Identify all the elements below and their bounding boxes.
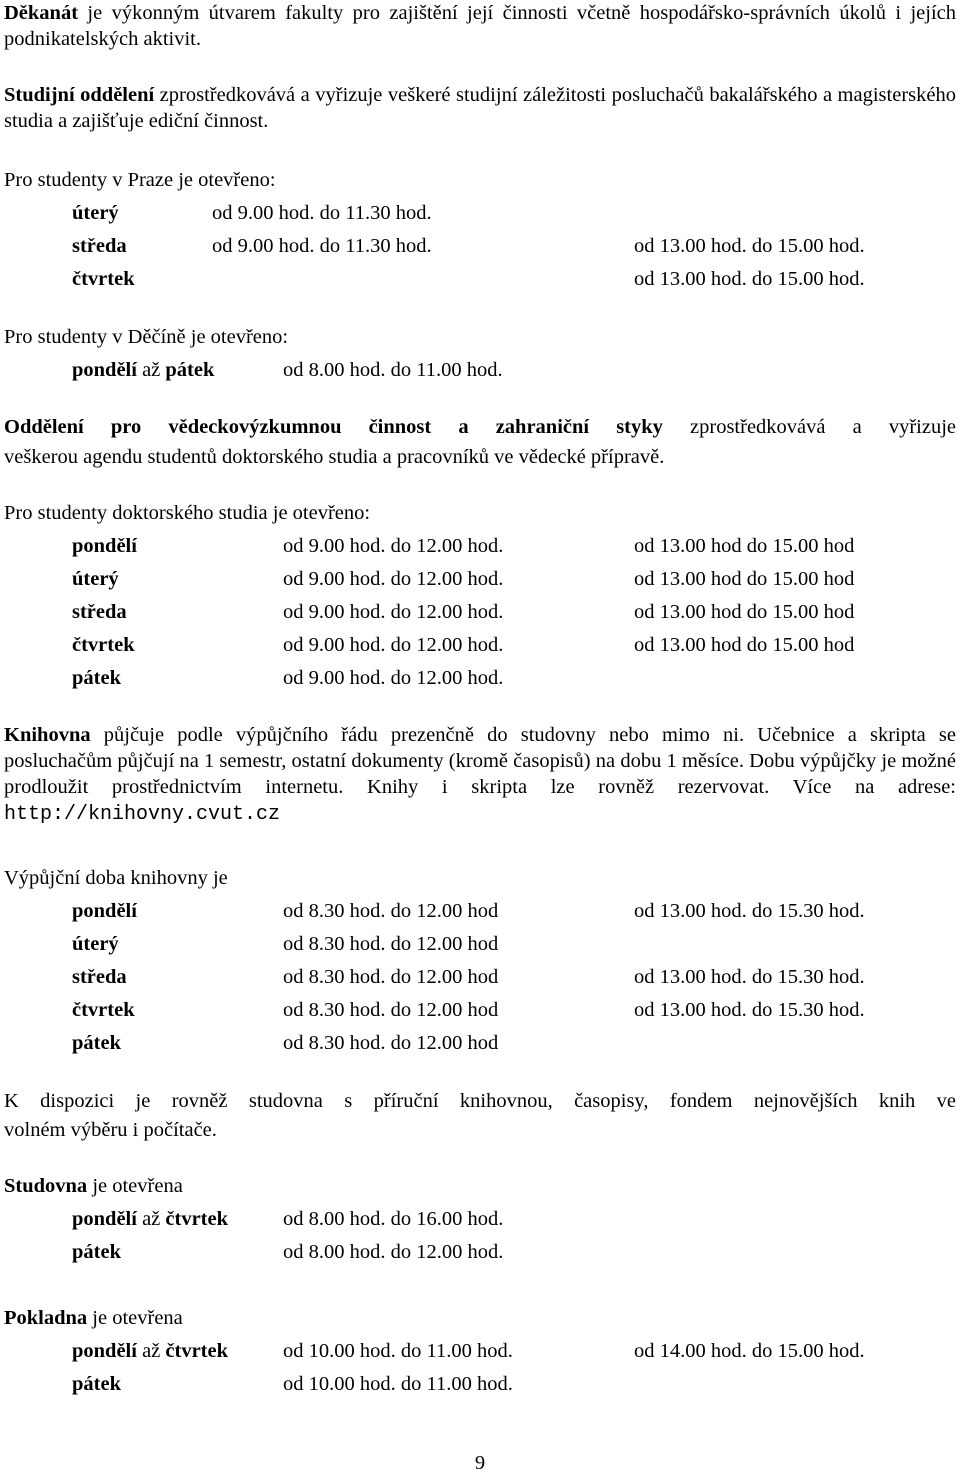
- decin-row: [0, 357, 960, 383]
- day-label: úterý: [72, 202, 119, 224]
- time-slot-1: od 8.30 hod. do 12.00 hod: [283, 1032, 499, 1054]
- term-studovna: Studovna: [4, 1175, 88, 1197]
- paragraph-oddeleni-line2: veškerou agendu studentů doktorského studia a pracovníků ve vědecké přípravě.: [4, 446, 665, 468]
- time-slot-1: od 9.00 hod. do 12.00 hod.: [283, 535, 504, 557]
- paragraph-knihovna-text: půjčuje podle výpůjčního řádu prezenčně do studovny nebo mimo ni. Učebnice a skripta se posluchačům půjčují na 1 semestr, ostatní dokumenty (kromě časopisů) na dobu 1 měsíce. Dobu výpůjčky je možné prodloužit prostřednictvím internetu. Knihy i skripta lze rovněž rezervovat. Více na adrese:: [4, 724, 956, 798]
- praha-row-2: [0, 233, 960, 259]
- day-label: [72, 1239, 121, 1265]
- paragraph-dekanat-text: je výkonným útvarem fakulty pro zajištění její činnosti včetně hospodářsko-správních úkolů i jejích podnikatelských aktivit.: [4, 2, 956, 50]
- doktorske-row-5: [0, 665, 960, 691]
- praha-heading: Pro studenty v Praze je otevřeno:: [4, 169, 276, 191]
- day-label: středa: [72, 601, 127, 623]
- paragraph-dekanat: [4, 0, 956, 52]
- day-label: úterý: [72, 933, 119, 955]
- day-label: [72, 1338, 228, 1364]
- studovna-row-1: [0, 1206, 960, 1232]
- doktorske-heading: Pro studenty doktorského studia je otevřeno:: [4, 502, 371, 524]
- knihovna-doba-heading: Výpůjční doba knihovny je: [4, 867, 228, 889]
- day-label: středa: [72, 966, 127, 988]
- term-oddeleni-vyzkum: Oddělení pro vědeckovýzkumnou činnost a zahraniční styky: [4, 416, 663, 438]
- day-label: čtvrtek: [72, 999, 135, 1021]
- time-slot-1: od 10.00 hod. do 11.00 hod.: [283, 1340, 513, 1362]
- day-to: pátek: [165, 359, 215, 381]
- library-url-link[interactable]: http://knihovny.cvut.cz: [4, 803, 281, 826]
- time-slot-1: od 9.00 hod. do 12.00 hod.: [283, 634, 504, 656]
- time-slot-2: od 13.00 hod do 15.00 hod: [634, 535, 855, 557]
- day-label: středa: [72, 235, 127, 257]
- day-label: pátek: [72, 1032, 121, 1054]
- day-from: pondělí: [72, 1340, 137, 1362]
- time-slot-1: od 8.00 hod. do 11.00 hod.: [283, 359, 503, 381]
- day-label: pondělí: [72, 900, 137, 922]
- paragraph-oddeleni-line1: [4, 414, 956, 440]
- day-label: [72, 1371, 121, 1397]
- knihovna-row-5: [0, 1030, 960, 1056]
- paragraph-oddeleni-text: zprostředkovává a vyřizuje: [662, 416, 956, 438]
- day-label: úterý: [72, 568, 119, 590]
- time-slot-1: od 8.30 hod. do 12.00 hod: [283, 966, 499, 988]
- praha-row-3: [0, 266, 960, 292]
- doktorske-row-2: [0, 566, 960, 592]
- time-slot-2: od 14.00 hod. do 15.00 hod.: [634, 1340, 865, 1362]
- studovna-heading: [4, 1173, 183, 1199]
- time-slot-1: od 8.30 hod. do 12.00 hod: [283, 900, 499, 922]
- pokladna-heading: [4, 1305, 183, 1331]
- day-join: až: [136, 359, 166, 381]
- time-slot-1: od 8.00 hod. do 12.00 hod.: [283, 1241, 504, 1263]
- day-from: pátek: [72, 1241, 121, 1263]
- term-dekanat: Děkanát: [4, 2, 79, 24]
- time-slot-1: od 9.00 hod. do 12.00 hod.: [283, 667, 504, 689]
- day-label: pátek: [72, 667, 121, 689]
- knihovna-row-1: [0, 898, 960, 924]
- time-slot-1: od 10.00 hod. do 11.00 hod.: [283, 1373, 513, 1395]
- day-label: [72, 1206, 228, 1232]
- time-slot-2: od 13.00 hod. do 15.30 hod.: [634, 999, 865, 1021]
- time-slot-2: od 13.00 hod. do 15.00 hod.: [634, 268, 865, 290]
- paragraph-studijni: [4, 82, 956, 134]
- paragraph-dispozici-line1: K dispozici je rovněž studovna s příruční knihovnou, časopisy, fondem nejnovějších knih ve: [4, 1090, 956, 1112]
- day-to: čtvrtek: [165, 1340, 229, 1362]
- time-slot-1: od 9.00 hod. do 12.00 hod.: [283, 568, 504, 590]
- day-from: pátek: [72, 1373, 121, 1395]
- day-from: pondělí: [72, 1208, 137, 1230]
- page-number: 9: [474, 1452, 486, 1474]
- paragraph-knihovna: [4, 722, 956, 828]
- time-slot-2: od 13.00 hod. do 15.30 hod.: [634, 966, 865, 988]
- day-label: [72, 357, 214, 383]
- decin-heading: Pro studenty v Děčíně je otevřeno:: [4, 326, 289, 348]
- time-slot-2: od 13.00 hod. do 15.00 hod.: [634, 235, 865, 257]
- doktorske-row-1: [0, 533, 960, 559]
- time-slot-1: od 9.00 hod. do 11.30 hod.: [212, 202, 432, 224]
- day-join: až: [136, 1340, 166, 1362]
- time-slot-1: od 8.30 hod. do 12.00 hod: [283, 933, 499, 955]
- day-label: pondělí: [72, 535, 137, 557]
- time-slot-1: od 9.00 hod. do 11.30 hod.: [212, 235, 432, 257]
- term-knihovna: Knihovna: [4, 724, 91, 746]
- day-label: čtvrtek: [72, 268, 135, 290]
- day-join: až: [136, 1208, 166, 1230]
- term-pokladna: Pokladna: [4, 1307, 88, 1329]
- day-from: pondělí: [72, 359, 137, 381]
- praha-row-1: [0, 200, 960, 226]
- time-slot-2: od 13.00 hod do 15.00 hod: [634, 568, 855, 590]
- day-to: čtvrtek: [165, 1208, 229, 1230]
- time-slot-2: od 13.00 hod. do 15.30 hod.: [634, 900, 865, 922]
- knihovna-row-3: [0, 964, 960, 990]
- studovna-heading-text: je otevřena: [87, 1175, 183, 1197]
- term-studijni-oddeleni: Studijní oddělení: [4, 84, 155, 106]
- pokladna-row-1: [0, 1338, 960, 1364]
- pokladna-heading-text: je otevřena: [87, 1307, 183, 1329]
- time-slot-2: od 13.00 hod do 15.00 hod: [634, 634, 855, 656]
- time-slot-2: od 13.00 hod do 15.00 hod: [634, 601, 855, 623]
- time-slot-1: od 8.00 hod. do 16.00 hod.: [283, 1208, 504, 1230]
- doktorske-row-4: [0, 632, 960, 658]
- paragraph-dispozici-line2: volném výběru i počítače.: [4, 1119, 217, 1141]
- knihovna-row-2: [0, 931, 960, 957]
- time-slot-1: od 8.30 hod. do 12.00 hod: [283, 999, 499, 1021]
- day-label: čtvrtek: [72, 634, 135, 656]
- time-slot-1: od 9.00 hod. do 12.00 hod.: [283, 601, 504, 623]
- pokladna-row-2: [0, 1371, 960, 1397]
- paragraph-studijni-text: zprostředkovává a vyřizuje veškeré studijní záležitosti posluchačů bakalářského a magisterského studia a zajišťuje ediční činnost.: [4, 84, 956, 132]
- knihovna-row-4: [0, 997, 960, 1023]
- doktorske-row-3: [0, 599, 960, 625]
- studovna-row-2: [0, 1239, 960, 1265]
